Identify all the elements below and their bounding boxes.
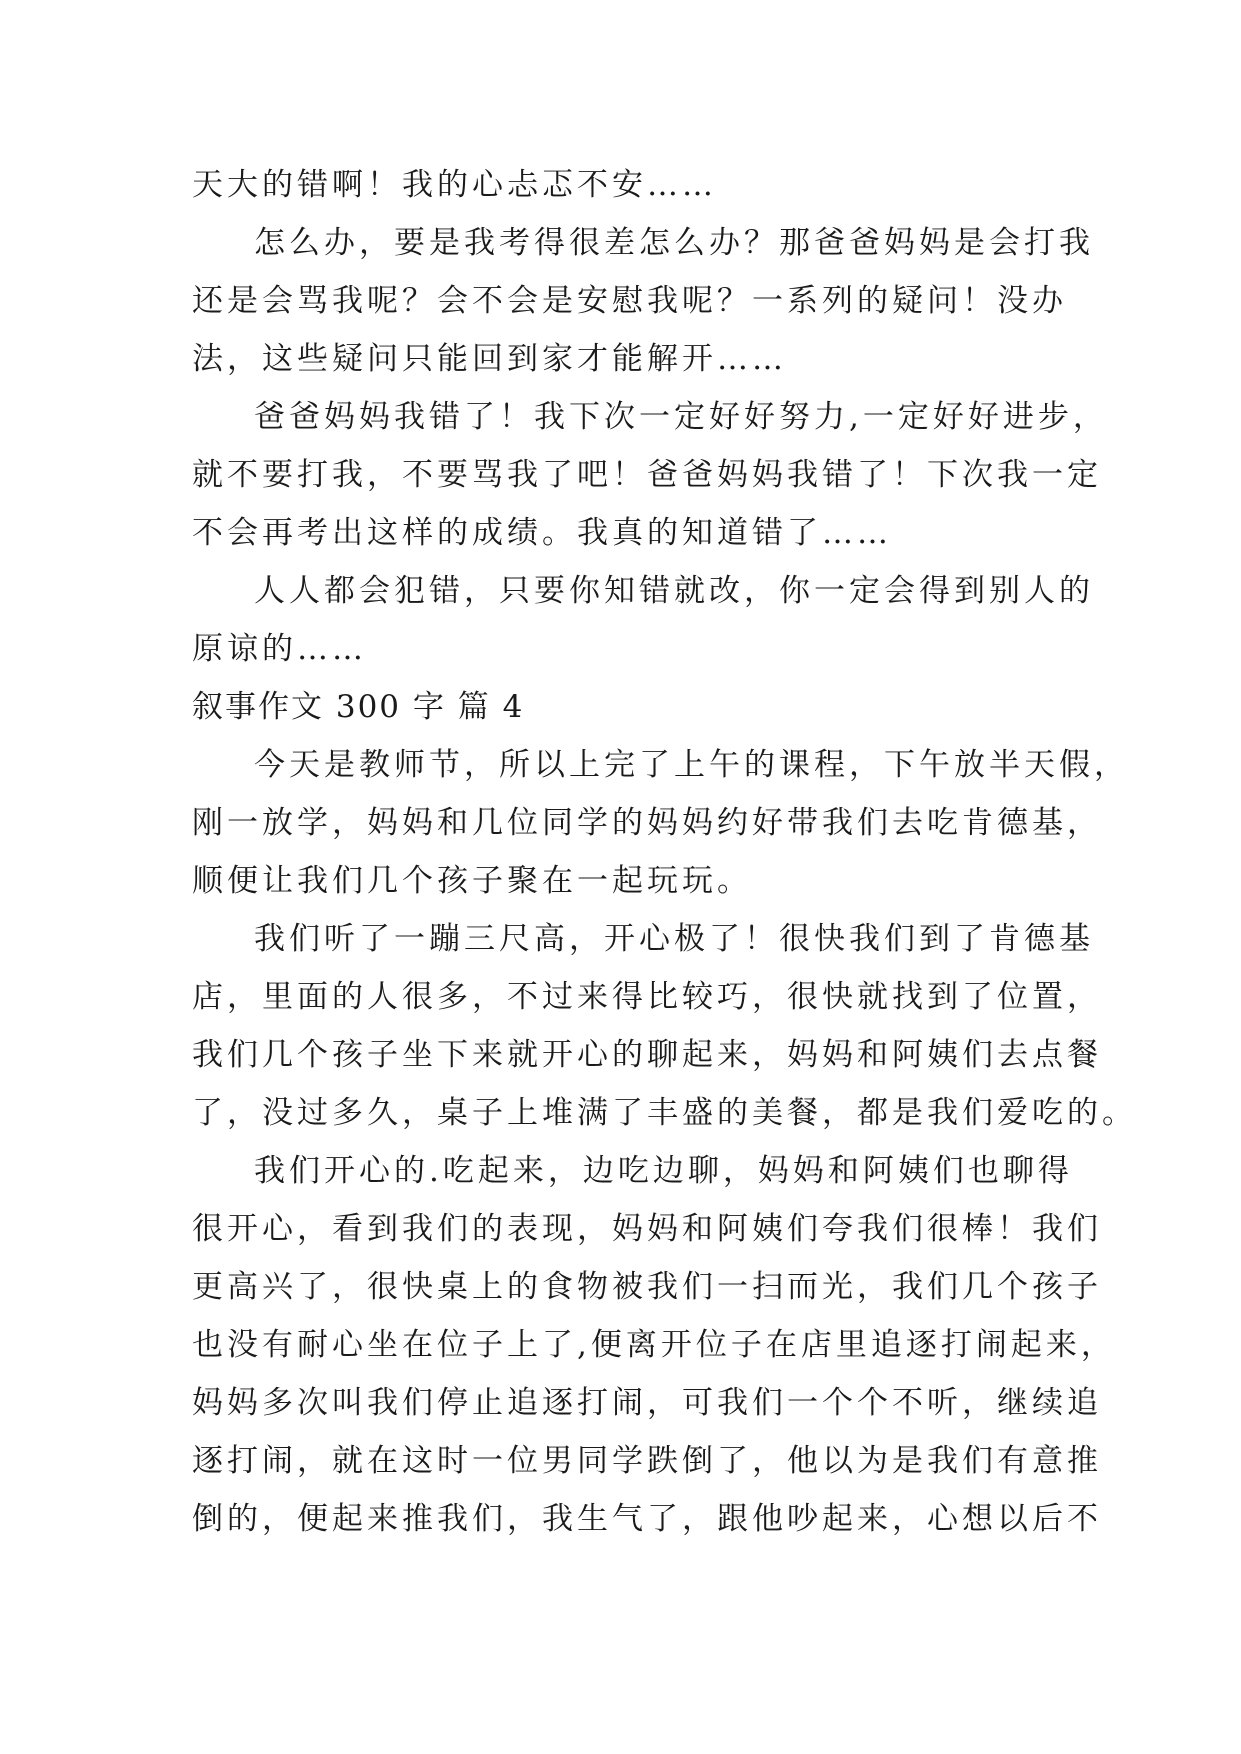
text-line-1: 天大的错啊！我的心忐忑不安…… [192, 167, 717, 203]
text-line-13: 顺便让我们几个孩子聚在一起玩玩。 [192, 863, 752, 899]
paragraph-start-line: 怎么办，要是我考得很差怎么办？那爸爸妈妈是会打我 [254, 225, 1094, 261]
paragraph-start-line: 我们听了一蹦三尺高，开心极了！很快我们到了肯德基 [254, 921, 1094, 957]
text-line-6: 就不要打我，不要骂我了吧！爸爸妈妈我错了！下次我一定 [192, 457, 1102, 493]
text-line-7: 不会再考出这样的成绩。我真的知道错了…… [192, 515, 892, 551]
paragraph-start-line: 人人都会犯错，只要你知错就改，你一定会得到别人的 [254, 573, 1094, 609]
text-line-3: 还是会骂我呢？会不会是安慰我呢？一系列的疑问！没办 [192, 283, 1067, 319]
text-line-23: 逐打闹，就在这时一位男同学跌倒了，他以为是我们有意推 [192, 1443, 1102, 1479]
section-heading: 叙事作文 300 字 篇 4 [192, 689, 525, 725]
text-line-17: 了，没过多久，桌子上堆满了丰盛的美餐，都是我们爱吃的。 [192, 1095, 1137, 1131]
text-line-20: 更高兴了，很快桌上的食物被我们一扫而光，我们几个孩子 [192, 1269, 1102, 1305]
text-line-24: 倒的，便起来推我们，我生气了，跟他吵起来，心想以后不 [192, 1501, 1102, 1537]
text-line-12: 刚一放学，妈妈和几位同学的妈妈约好带我们去吃肯德基， [192, 805, 1102, 841]
paragraph-start-line: 今天是教师节，所以上完了上午的课程，下午放半天假， [254, 747, 1129, 783]
text-line-22: 妈妈多次叫我们停止追逐打闹，可我们一个个不听，继续追 [192, 1385, 1102, 1421]
paragraph-start-line: 爸爸妈妈我错了！我下次一定好好努力,一定好好进步， [254, 399, 1108, 435]
text-line-19: 很开心，看到我们的表现，妈妈和阿姨们夸我们很棒！我们 [192, 1211, 1102, 1247]
text-line-15: 店，里面的人很多，不过来得比较巧，很快就找到了位置， [192, 979, 1102, 1015]
paragraph-start-line: 我们开心的.吃起来，边吃边聊，妈妈和阿姨们也聊得 [254, 1153, 1073, 1189]
text-line-9: 原谅的…… [192, 631, 367, 667]
text-line-21: 也没有耐心坐在位子上了,便离开位子在店里追逐打闹起来， [192, 1327, 1116, 1363]
text-line-16: 我们几个孩子坐下来就开心的聊起来，妈妈和阿姨们去点餐 [192, 1037, 1102, 1073]
text-line-4: 法，这些疑问只能回到家才能解开…… [192, 341, 787, 377]
